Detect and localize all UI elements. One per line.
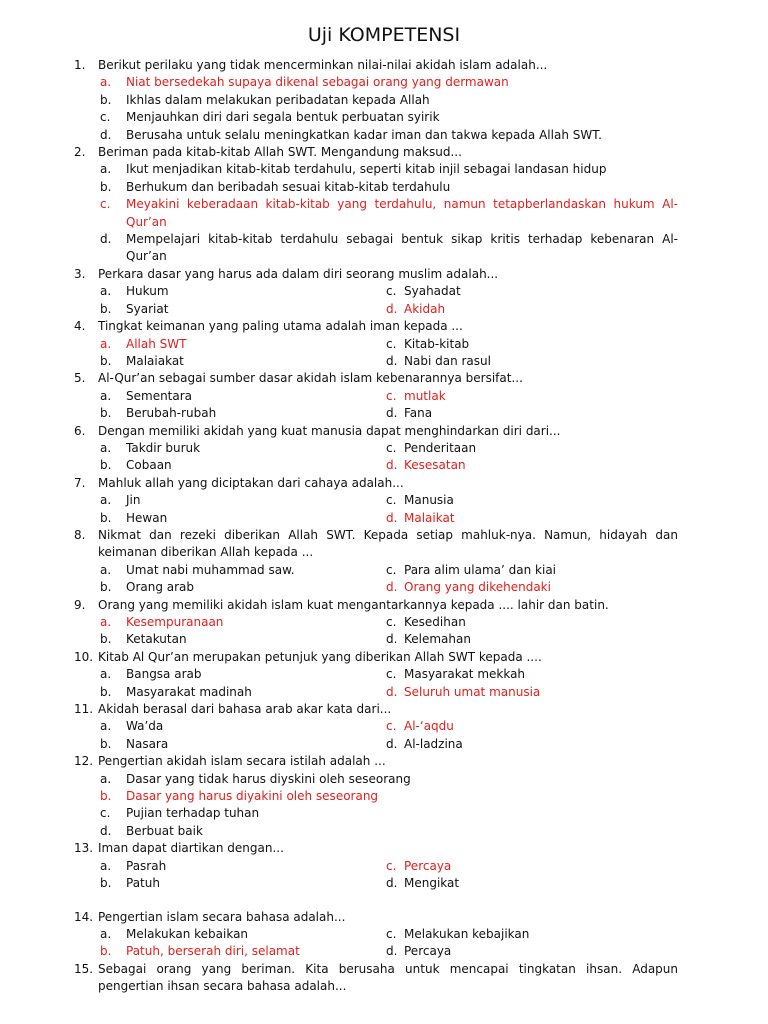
option-text: Allah SWT [126,336,187,351]
option-letter: c. [386,858,397,873]
option-text: Berubah-rubah [126,406,217,421]
option-text: Para alim ulama’ dan kiai [404,562,557,577]
option-letter: d. [386,353,398,368]
option-letter: a. [100,667,112,682]
option-text: Masyarakat mekkah [404,667,526,682]
option-letter: c. [386,388,397,403]
question-line [0,649,768,666]
question-item [0,840,768,892]
question-line [0,840,768,857]
answer-option[interactable] [386,562,668,579]
option-letter: a. [100,336,112,351]
answer-option[interactable] [100,684,386,701]
answer-option[interactable] [100,875,386,892]
answer-option[interactable] [386,492,668,509]
question-number: 11. [74,702,94,717]
answer-options-grid [0,492,768,527]
answer-option[interactable] [100,926,386,943]
answer-option[interactable] [100,614,386,631]
answer-option[interactable] [386,631,668,648]
answer-option[interactable] [386,926,668,943]
question-list [0,57,768,996]
answer-option[interactable] [0,788,768,805]
option-text: Masyarakat madinah [126,684,252,699]
option-text: Melakukan kebajikan [404,926,530,941]
option-letter: d. [386,580,398,595]
option-text: Nasara [126,736,169,751]
option-letter: d. [100,823,112,838]
question-item [0,597,768,649]
option-letter: d. [386,406,398,421]
answer-option[interactable] [386,943,668,960]
option-text: Percaya [404,858,452,873]
answer-option[interactable] [0,231,768,266]
question-item [0,701,768,753]
question-text: Mahluk allah yang diciptakan dari cahaya adalah... [98,475,404,490]
answer-options-grid [0,562,768,597]
question-line [0,475,768,492]
answer-option[interactable] [386,666,668,683]
option-text: Akidah [404,301,446,316]
option-letter: a. [100,719,112,734]
question-item [0,649,768,701]
answer-option[interactable] [100,858,386,875]
answer-option[interactable] [100,353,386,370]
option-letter: a. [100,926,112,941]
question-line [0,753,768,770]
answer-option[interactable] [0,179,768,196]
question-line [0,318,768,335]
question-text: Orang yang memiliki akidah islam kuat mengantarkannya kepada .... lahir dan batin. [98,597,609,612]
answer-option[interactable] [0,74,768,91]
answer-option[interactable] [100,405,386,422]
option-letter: a. [100,493,112,508]
question-item [0,423,768,475]
option-letter: c. [386,440,397,455]
option-letter: b. [100,458,112,473]
option-text: Seluruh umat manusia [404,684,541,699]
question-text: Iman dapat diartikan dengan... [98,841,284,856]
option-text: Kesedihan [404,615,466,629]
option-letter: c. [386,284,397,299]
option-letter: d. [386,632,398,647]
answer-option[interactable] [0,771,768,788]
option-letter: b. [100,684,112,699]
answer-options-grid [0,336,768,371]
option-letter: b. [100,301,112,316]
option-letter: d. [386,510,398,525]
answer-option[interactable] [386,579,668,596]
option-letter: a. [100,858,112,873]
answer-options-grid [0,666,768,701]
answer-option[interactable] [0,196,768,231]
question-text: Al-Qur’an sebagai sumber dasar akidah islam kebenarannya bersifat... [98,371,523,386]
option-letter: b. [100,92,112,107]
question-line [0,57,768,74]
question-number: 2. [74,145,86,160]
answer-option[interactable] [386,684,668,701]
answer-option[interactable] [386,858,668,875]
option-letter: b. [100,510,112,525]
option-letter: b. [100,580,112,595]
option-text: Ikut menjadikan kitab-kitab terdahulu, seperti kitab injil sebagai landasan hidup [126,162,607,177]
answer-option[interactable] [386,718,668,735]
answer-options-grid [0,283,768,318]
option-text: Al-‘aqdu [404,719,454,734]
question-number: 12. [74,754,94,769]
question-item [0,475,768,527]
question-text: Sebagai orang yang beriman. Kita berusaha untuk mencapai tingkatan ihsan. Adapun pengertian ihsan secara bahasa adalah... [98,961,678,994]
answer-option[interactable] [0,805,768,822]
answer-option[interactable] [386,875,668,892]
question-number: 8. [74,527,86,542]
question-spacer [0,893,768,909]
question-line [0,144,768,161]
option-letter: a. [100,162,112,177]
option-text: Kesempuranaan [126,615,224,629]
question-number: 9. [74,597,86,612]
option-text: Mempelajari kitab-kitab terdahulu sebagai bentuk sikap kritis terhadap kebenaran Al-Qur’an [126,232,678,264]
option-text: Ketakutan [126,632,187,647]
answer-option[interactable] [0,109,768,126]
answer-options-grid [0,926,768,961]
option-letter: c. [100,806,111,821]
question-text: Beriman pada kitab-kitab Allah SWT. Mengandung maksud... [98,145,462,160]
option-letter: a. [100,440,112,455]
question-number: 3. [74,266,86,281]
answer-options-grid [0,614,768,649]
option-letter: c. [386,926,397,941]
option-letter: a. [100,771,112,786]
question-text: Akidah berasal dari bahasa arab akar kata dari... [98,702,392,717]
question-item [0,370,768,422]
option-text: Kelemahan [404,632,471,647]
answer-option[interactable] [100,440,386,457]
answer-option[interactable] [100,510,386,527]
option-letter: d. [100,232,112,247]
question-number: 4. [74,319,86,334]
option-text: Kesesatan [404,458,466,473]
answer-options-grid [0,718,768,753]
question-item [0,753,768,840]
option-text: Takdir buruk [126,440,201,455]
option-letter: c. [100,197,111,212]
answer-option[interactable] [386,614,668,631]
option-letter: d. [386,458,398,473]
option-text: Dasar yang harus diyakini oleh seseorang [126,789,379,804]
answer-option[interactable] [0,161,768,178]
option-letter: a. [100,284,112,299]
option-text: Malaiakat [126,353,184,368]
option-text: Pasrah [126,858,167,873]
option-letter: b. [100,632,112,647]
option-text: Jin [126,493,141,508]
option-text: Umat nabi muhammad saw. [126,562,295,577]
option-letter: d. [386,736,398,751]
question-number: 1. [74,58,86,72]
option-letter: b. [100,406,112,421]
question-text: Kitab Al Qur’an merupakan petunjuk yang diberikan Allah SWT kepada .... [98,649,542,664]
option-text: Cobaan [126,458,172,473]
option-text: Pujian terhadap tuhan [126,806,260,821]
option-text: Wa’da [126,719,164,734]
option-text: Kitab-kitab [404,336,470,351]
option-text: Sementara [126,388,193,403]
answer-option[interactable] [386,353,668,370]
option-text: Syariat [126,301,169,316]
option-text: Berhukum dan beribadah sesuai kitab-kitab terdahulu [126,179,451,194]
question-line [0,370,768,387]
answer-option[interactable] [386,283,668,300]
question-number: 14. [74,909,94,924]
option-letter: c. [386,493,397,508]
option-letter: a. [100,75,112,90]
option-text: Orang arab [126,580,195,595]
option-text: Hukum [126,284,169,299]
answer-option[interactable] [100,388,386,405]
option-text: Berusaha untuk selalu meningkatkan kadar iman dan takwa kepada Allah SWT. [126,127,602,142]
option-letter: b. [100,789,112,804]
question-item [0,318,768,370]
answer-option[interactable] [386,510,668,527]
option-text: Meyakini keberadaan kitab-kitab yang terdahulu, namun tetapberlandaskan hukum Al-Qur’an [126,197,678,229]
option-text: Niat bersedekah supaya dikenal sebagai orang yang dermawan [126,75,509,90]
option-letter: d. [386,301,398,316]
answer-option[interactable] [386,388,668,405]
option-letter: d. [386,684,398,699]
option-letter: c. [100,110,111,125]
option-text: Patuh, berserah diri, selamat [126,944,300,959]
question-number: 15. [74,961,94,976]
answer-option[interactable] [100,301,386,318]
answer-option[interactable] [100,579,386,596]
question-number: 5. [74,371,86,386]
option-text: Al-ladzina [404,736,463,751]
option-text: Orang yang dikehendaki [404,580,551,595]
option-letter: d. [100,127,112,142]
option-text: Menjauhkan diri dari segala bentuk perbuatan syirik [126,110,440,125]
page-title: Uji KOMPETENSI [307,24,461,46]
option-text: mutlak [404,388,446,403]
option-text: Ikhlas dalam melakukan peribadatan kepada Allah [126,92,430,107]
question-line [0,266,768,283]
option-text: Nabi dan rasul [404,353,491,368]
question-text: Dengan memiliki akidah yang kuat manusia dapat menghindarkan diri dari... [98,423,561,438]
option-text: Melakukan kebaikan [126,926,249,941]
option-letter: a. [100,615,112,629]
option-text: Percaya [404,944,452,959]
answer-option[interactable] [100,562,386,579]
question-text: Perkara dasar yang harus ada dalam diri seorang muslim adalah... [98,266,499,281]
option-letter: b. [100,179,112,194]
answer-option[interactable] [386,457,668,474]
option-letter: b. [100,876,112,891]
answer-options-grid [0,388,768,423]
option-text: Patuh [126,876,160,891]
answer-option[interactable] [386,336,668,353]
option-letter: c. [386,719,397,734]
answer-option[interactable] [100,631,386,648]
question-line [0,423,768,440]
question-text: Tingkat keimanan yang paling utama adalah iman kepada ... [98,319,463,334]
answer-option[interactable] [100,283,386,300]
option-letter: c. [386,336,397,351]
option-text: Fana [404,406,433,421]
option-letter: b. [100,736,112,751]
option-text: Penderitaan [404,440,477,455]
answer-option[interactable] [100,736,386,753]
answer-options-grid [0,440,768,475]
option-letter: b. [100,353,112,368]
option-letter: a. [100,562,112,577]
question-item [0,266,768,318]
answer-option[interactable] [100,492,386,509]
answer-options-grid [0,858,768,893]
question-line [0,597,768,614]
option-text: Manusia [404,493,454,508]
option-text: Berbuat baik [126,823,203,838]
option-letter: c. [386,615,397,629]
question-number: 10. [74,649,94,664]
question-line [0,961,768,996]
answer-option[interactable] [386,405,668,422]
answer-option[interactable] [386,736,668,753]
option-letter: a. [100,388,112,403]
answer-option[interactable] [100,718,386,735]
question-item [0,144,768,266]
question-number: 6. [74,423,86,438]
option-letter: b. [100,944,112,959]
answer-option[interactable] [386,440,668,457]
question-text: Pengertian akidah islam secara istilah adalah ... [98,754,386,769]
answer-option[interactable] [100,943,386,960]
option-text: Syahadat [404,284,461,299]
answer-option[interactable] [386,301,668,318]
question-item [0,57,768,144]
question-text: Nikmat dan rezeki diberikan Allah SWT. Kepada setiap mahluk-nya. Namun, hidayah dan keimanan diberikan Allah kepada ... [98,527,678,560]
question-item [0,527,768,597]
option-text: Bangsa arab [126,667,202,682]
question-number: 13. [74,841,94,856]
answer-option[interactable] [100,336,386,353]
answer-option[interactable] [0,127,768,144]
question-text: Berikut perilaku yang tidak mencerminkan nilai-nilai akidah islam adalah... [98,58,548,72]
answer-option[interactable] [100,666,386,683]
option-text: Malaikat [404,510,455,525]
option-text: Mengikat [404,876,460,891]
option-letter: d. [386,944,398,959]
question-line [0,909,768,926]
option-text: Dasar yang tidak harus diyskini oleh seseorang [126,771,411,786]
option-text: Hewan [126,510,168,525]
question-item [0,961,768,996]
option-letter: d. [386,876,398,891]
question-line [0,527,768,562]
question-item [0,909,768,961]
option-letter: c. [386,562,397,577]
question-text: Pengertian islam secara bahasa adalah... [98,909,346,924]
answer-option[interactable] [0,92,768,109]
question-number: 7. [74,475,86,490]
option-letter: c. [386,667,397,682]
answer-option[interactable] [0,823,768,840]
question-line [0,701,768,718]
answer-option[interactable] [100,457,386,474]
